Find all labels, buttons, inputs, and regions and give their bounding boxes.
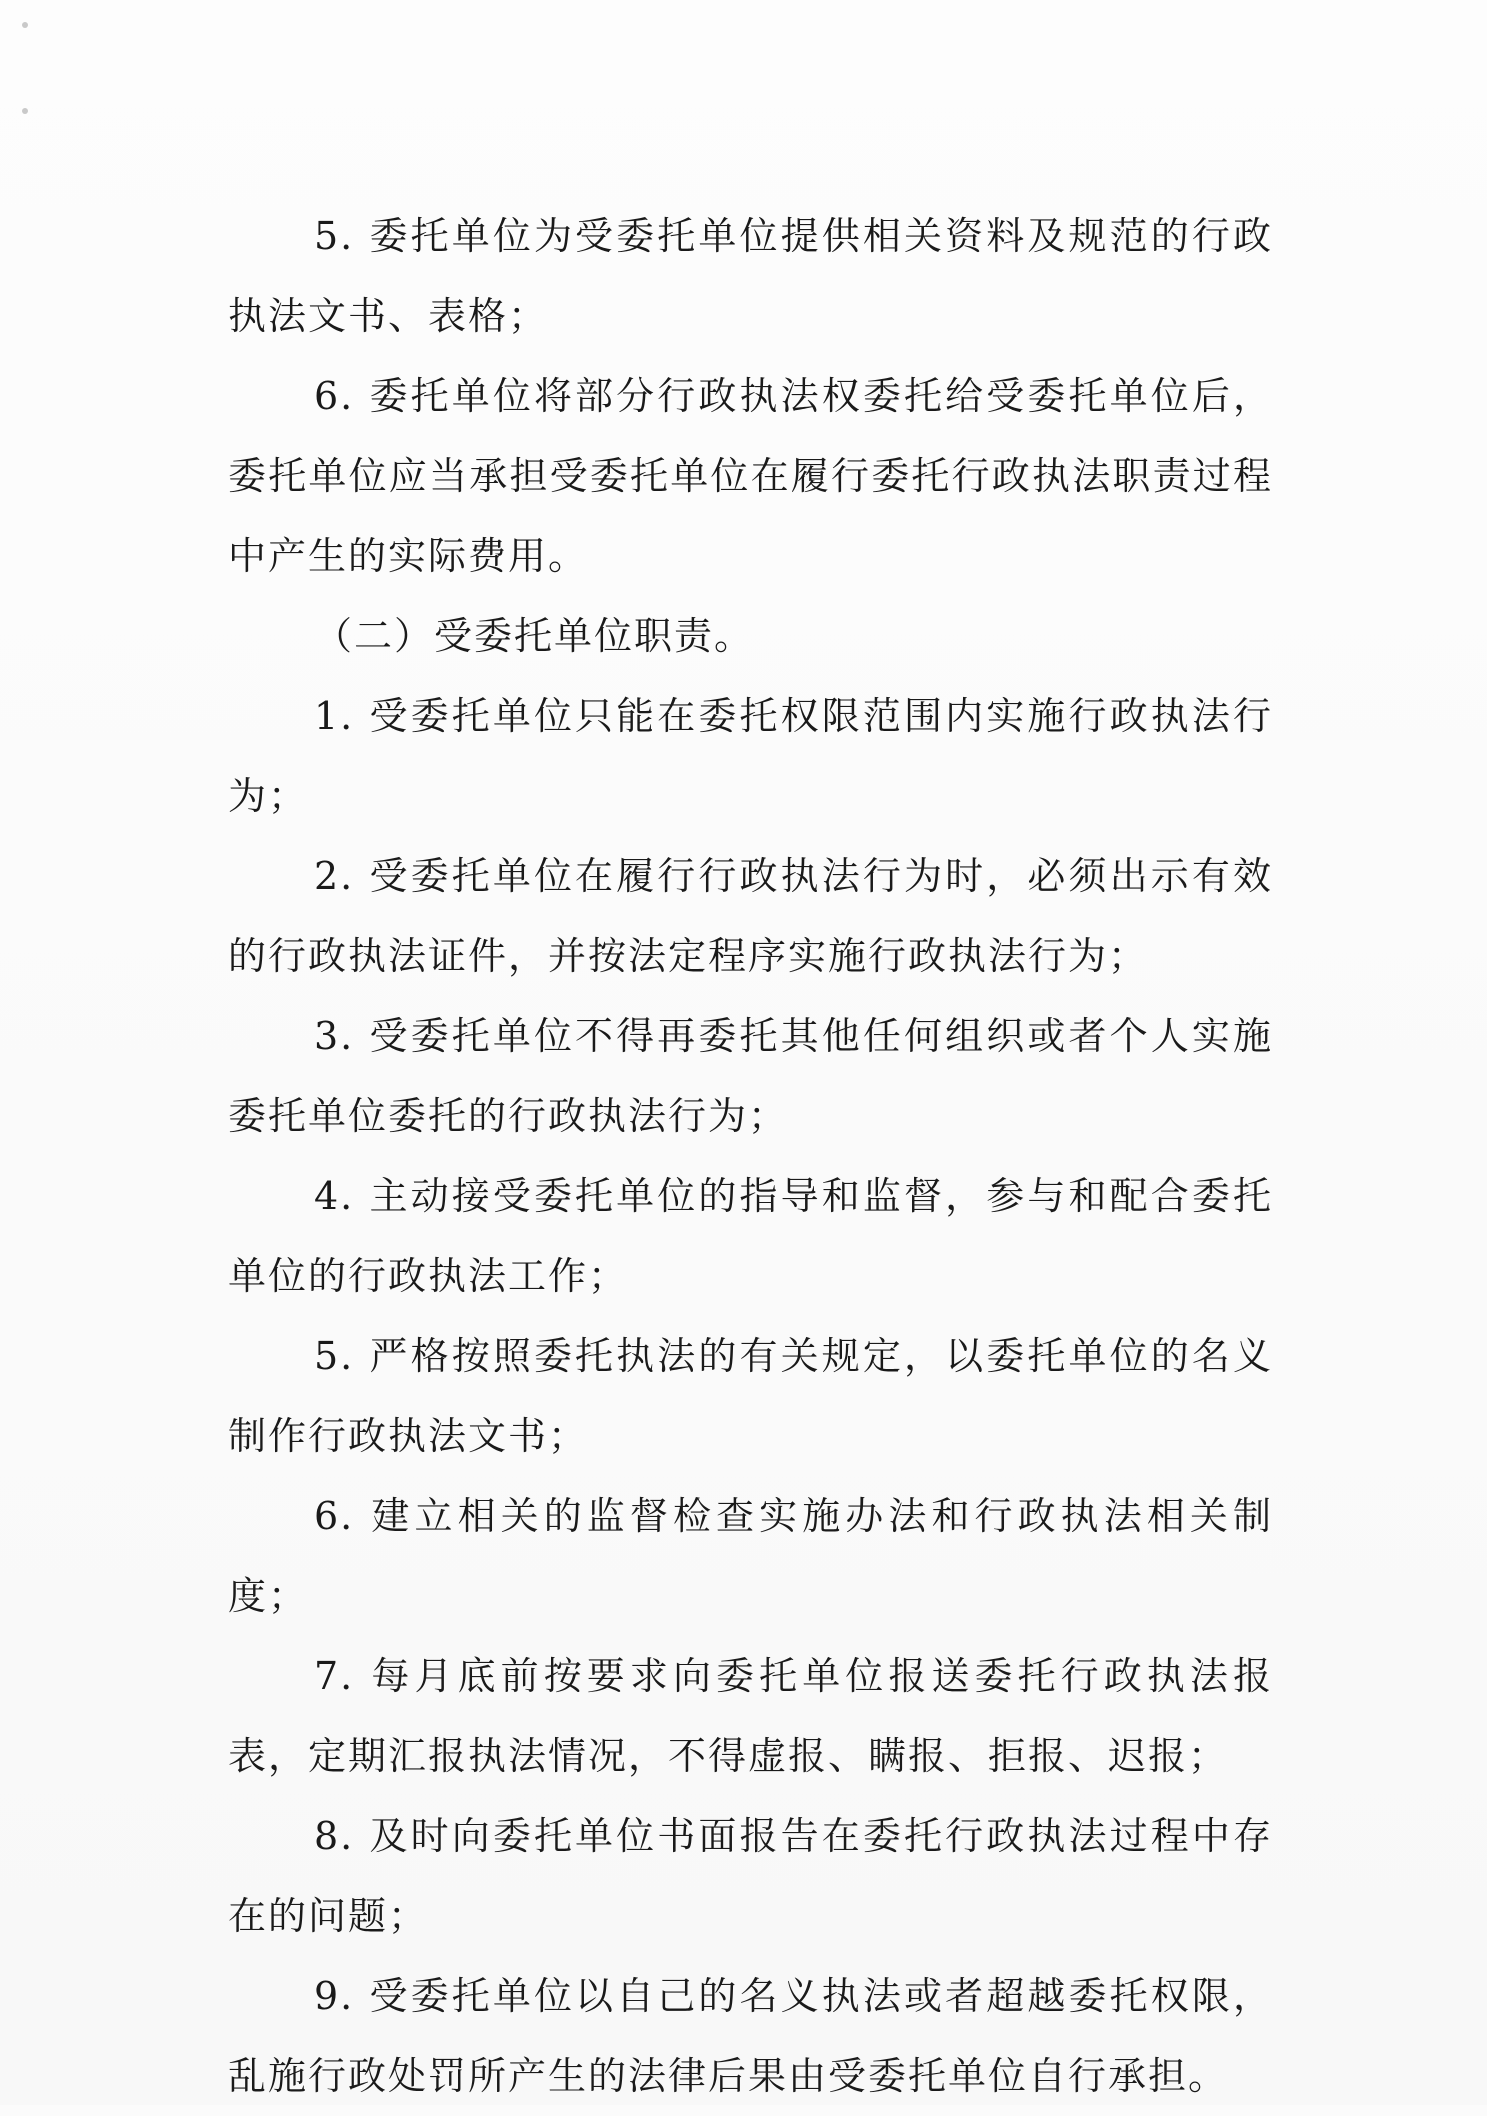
paragraph-entrusted-item-2: 2. 受委托单位在履行行政执法行为时，必须出示有效的行政执法证件，并按法定程序实施行政执法行为； <box>228 854 1273 978</box>
paragraph-entrusted-item-5: 5. 严格按照委托执法的有关规定，以委托单位的名义制作行政执法文书； <box>228 1334 1273 1458</box>
paragraph-entrusted-item-8: 8. 及时向委托单位书面报告在委托行政执法过程中存在的问题； <box>228 1814 1273 1938</box>
paragraph-entrusting-item-6: 6. 委托单位将部分行政执法权委托给受委托单位后，委托单位应当承担受委托单位在履行委托行政执法职责过程中产生的实际费用。 <box>228 374 1273 578</box>
section-heading-entrusted-duties: （二）受委托单位职责。 <box>314 614 755 658</box>
paragraph-entrusted-item-4: 4. 主动接受委托单位的指导和监督，参与和配合委托单位的行政执法工作； <box>228 1174 1273 1298</box>
scan-mark <box>22 22 28 28</box>
paragraph-entrusted-item-1: 1. 受委托单位只能在委托权限范围内实施行政执法行为； <box>228 694 1273 818</box>
paragraph-entrusted-item-3: 3. 受委托单位不得再委托其他任何组织或者个人实施委托单位委托的行政执法行为； <box>228 1014 1273 1138</box>
paragraph-entrusted-item-6: 6. 建立相关的监督检查实施办法和行政执法相关制度； <box>228 1494 1273 1618</box>
scan-mark <box>22 108 28 114</box>
paragraph-entrusted-item-7: 7. 每月底前按要求向委托单位报送委托行政执法报表，定期汇报执法情况，不得虚报、瞒报、拒报、迟报； <box>228 1654 1273 1778</box>
document-body <box>228 196 1273 2116</box>
paragraph-entrusting-item-5: 5. 委托单位为受委托单位提供相关资料及规范的行政执法文书、表格； <box>228 214 1273 338</box>
paragraph-entrusted-item-9: 9. 受委托单位以自己的名义执法或者超越委托权限，乱施行政处罚所产生的法律后果由受委托单位自行承担。 <box>228 1974 1273 2098</box>
